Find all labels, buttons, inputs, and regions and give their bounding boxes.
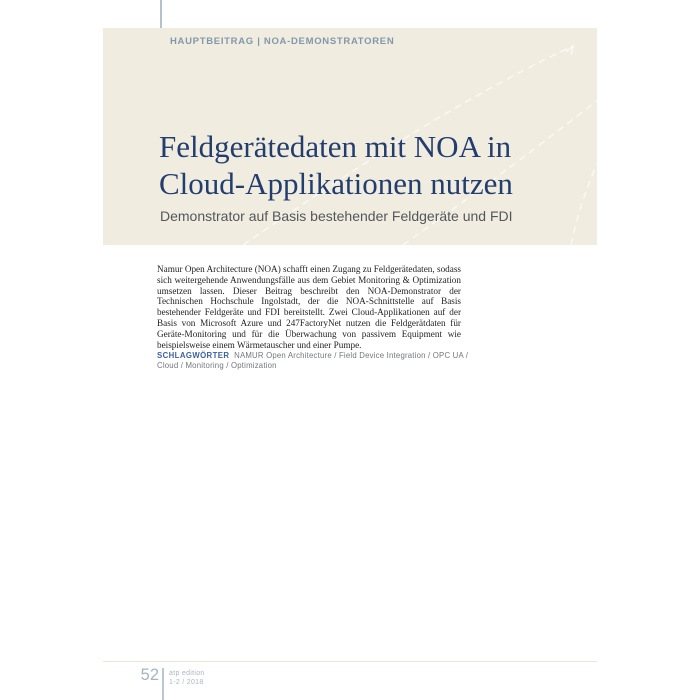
abstract-paragraph: Namur Open Architecture (NOA) schafft einen Zugang zu Feldgerätedaten, sodass sich weitergehende Anwendungsfälle aus dem Gebiet Monitoring & Optimization umsetzen lassen. Dieser Beitrag beschreibt den NOA-Demonstrator der Technischen Hochschule Ingolstadt, der die NOA-Schnittstelle auf Basis bestehender Feldgeräte und FDI bereitstellt. Zwei Cloud-Applikationen auf der Basis von Microsoft Azure und 247FactoryNet nutzen die Feldgerätdaten für Geräte-Monitoring und für die Überwachung von passivem Equipment wie beispielsweise einem Wärmetauscher und einer Pumpe.	[157, 264, 461, 350]
keywords-list: NAMUR Open Architecture / Field Device Integration / OPC UA / Cloud / Monitoring / Optimization	[157, 351, 469, 370]
article-title-line1: Feldgerätedaten mit NOA in	[159, 129, 512, 164]
section-kicker: HAUPTBEITRAG | NOA-DEMONSTRATOREN	[170, 36, 395, 47]
footer-divider	[162, 668, 164, 700]
article-title-line2: Cloud-Applikationen nutzen	[159, 166, 513, 201]
keywords-line	[157, 351, 473, 371]
article-subtitle: Demonstrator auf Basis bestehender Feldgeräte und FDI	[160, 208, 513, 224]
footer-journal-info	[169, 670, 205, 687]
footer-hairline	[103, 661, 597, 662]
article-title	[159, 128, 513, 202]
hero-block	[103, 28, 597, 245]
journal-name: atp edition	[169, 670, 205, 677]
keywords-label: SCHLAGWÖRTER	[157, 351, 230, 360]
journal-issue: 1-2 / 2018	[169, 678, 204, 686]
page-number: 52	[140, 666, 159, 684]
